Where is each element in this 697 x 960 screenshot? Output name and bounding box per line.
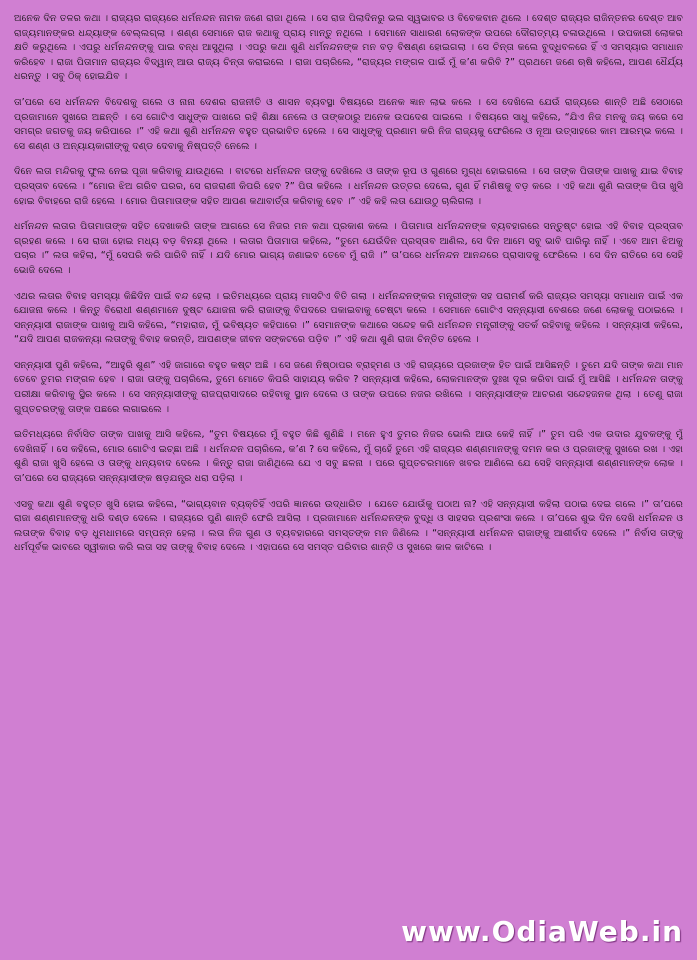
story-text xyxy=(14,12,683,912)
story-paragraph: ଅନେକ ଦିନ ତଳର କଥା । ରାଜ୍ୟର ରାଜ୍ୟରେ ଧର୍ମନନ୍ଦନ ନାମକ ଜଣେ ରାଜା ଥିଲେ । ସେ ରାଜ ପିଲାଦିନରୁ ଭଲ ସ୍ୱଭାବର ଓ ବିବେକବାନ ଥିଲେ । ଦେଶ୍ତ ରାଜ୍ୟର ରାଜିନ୍ତନର ଦେଶ୍ତ ଆବ ରାଜ୍ୟମାନଙ୍କର ଧନ୍ଦ୍ୟାଙ୍କ ବେଲ୍ଲଗ୍ଲା । ଶଣ୍ଣ ସେମାନେ ରାଜ କଥାକୁ ପ୍ରାୟ ମାନ୍ତୁ ନଥିଲେ । ସେମାନେ ସାଧାରଣ ଲୋକଙ୍କ ଉପରେ ଦୌରାତ୍ମ୍ୟ ଚଳାଉଥିଲେ । ଉପକାରୀ ଲୋକର କ୍ଷତି କରୁଥିଲେ । ଏପରୁ ଧର୍ମନନ୍ଦନଙ୍କୁ ପାଇ ବନ୍ଧ ଆସୁଥିଲା । ଏପରୁ କଥା ଶୁଣି ଧର୍ମନନ୍ଦନଙ୍କ ମନ ବଡ଼ ବିଷଣ୍ଣ ହୋଇଗଲା । ସେ ଚିନ୍ତା କଲେ ବୁଦ୍ଧିବଳରେ ହିଁ ଏ ସମସ୍ୟାର ସମାଧାନ କରିହେବ । ରାଜା ପିତାମାନ ରାଜ୍ୟର ବିଦ୍ୱାନ୍ ଆଉ ରାଜ୍ୟ ଚିନ୍ତା କରାଇଲେ । ରାଜା ପଚାରିଲେ, “ରାଜ୍ୟର ମଙ୍ଗଳ ପାଇଁ ମୁଁ କ’ଣ କରିବି ?” ପ୍ରଥମେ ଜଣେ ଋଷି କହିଲେ, ଆପଣ ଧୈର୍ଯ୍ୟ ଧରନ୍ତୁ । ସବୁ ଠିକ୍ ହୋଇଯିବ । xyxy=(14,13,683,83)
story-paragraph: ତା’ପରେ ସେ ଧର୍ମନନ୍ଦନ ବିଦେଶକୁ ଗଲେ ଓ ନାନା ଦେଶର ରାଜନୀତି ଓ ଶାସନ ବ୍ୟବସ୍ଥା ବିଷୟରେ ଅନେକ ଜ୍ଞାନ ଲାଭ କଲେ । ସେ ଦେଖିଲେ ଯେଉଁ ରାଜ୍ୟରେ ଶାନ୍ତି ଅଛି ସେଠାରେ ପ୍ରଜାମାନେ ସୁଖରେ ଅଛନ୍ତି । ସେ ଗୋଟିଏ ସାଧୁଙ୍କ ପାଖରେ ରହି ଶିକ୍ଷା ନେଲେ ଓ ତାଙ୍କଠାରୁ ଅନେକ ଉପଦେଶ ପାଇଲେ । ବିଷୟରେ ସାଧୁ କହିଲେ, “ଯିଏ ନିଜ ମନକୁ ଜୟ କରେ ସେ ସମଗ୍ର ଜଗତକୁ ଜୟ କରିପାରେ ।” ଏହି କଥା ଶୁଣି ଧର୍ମନନ୍ଦନ ବହୁତ ପ୍ରଭାବିତ ହେଲେ । ସେ ସାଧୁଙ୍କୁ ପ୍ରଣାମ କରି ନିଜ ରାଜ୍ୟକୁ ଫେରିଲେ ଓ ନୂଆ ଉତ୍ସାହରେ କାମ ଆରମ୍ଭ କଲେ । ସେ ଶଣ୍ଣ ଓ ଅନ୍ୟାୟକାରୀଙ୍କୁ ଦଣ୍ଡ ଦେବାକୁ ନିଷ୍ପତ୍ତି ନେଲେ । xyxy=(14,96,683,152)
story-paragraph: ସନ୍ନ୍ୟାସୀ ପୁଣି କହିଲେ, “ଆହୁରି ଶୁଣ” ଏହି ଜାଗାରେ ବହୁତ କଷ୍ଟ ଅଛି । ସେ ଜଣେ ନିଷ୍ଠାପର ବ୍ରାହ୍ମଣ ଓ ଏହି ରାଜ୍ୟରେ ପ୍ରଜାଙ୍କ ହିତ ପାଇଁ ଆସିଛନ୍ତି । ତୁମେ ଯଦି ତାଙ୍କ କଥା ମାନ ତେବେ ତୁମର ମଙ୍ଗଳ ହେବ । ରାଜା ତାଙ୍କୁ ପଚାରିଲେ, ତୁମେ ମୋତେ କିପରି ସାହାଯ୍ୟ କରିବ ? ସନ୍ନ୍ୟାସୀ କହିଲେ, ଲୋକମାନଙ୍କ ଦୁଃଖ ଦୂର କରିବା ପାଇଁ ମୁଁ ଆସିଛି । ଧର୍ମନନ୍ଦନ ତାଙ୍କୁ ପରୀକ୍ଷା କରିବାକୁ ସ୍ଥିର କଲେ । ସେ ସନ୍ନ୍ୟାସୀଙ୍କୁ ରାଜପ୍ରାସାଦରେ ରହିବାକୁ ସ୍ଥାନ ଦେଲେ ଓ ତାଙ୍କ ଉପରେ ନଜର ରଖିଲେ । ସନ୍ନ୍ୟାସୀଙ୍କ ଆଚରଣ ସନ୍ଦେହଜନକ ଥିଲା । ତେଣୁ ରାଜା ଗୁପ୍ତଚରଙ୍କୁ ତାଙ୍କ ପଛରେ ଲଗାଇଲେ । xyxy=(14,359,683,415)
story-paragraph: ଏସବୁ କଥା ଶୁଣି ବହୁତ୍ତ ଖୁସି ହୋଇ କହିଲେ, “ଭାଗ୍ୟବାନ ବ୍ୟକ୍ତିହିଁ ଏପରି ଜ୍ଞାନରେ ଉଦ୍ଧାରିତ । ଯେତେ ଯୋଉଁକୁ ପଠାଅ ନା? ଏହି ସନ୍ନ୍ୟାସୀ କହିଲା ପଠାଇ ଦେଇ ଗଲେ ।” ତା’ପରେ ରାଜା ଶଣ୍ଣମାନଙ୍କୁ ଧରି ଦଣ୍ଡ ଦେଲେ । ରାଜ୍ୟରେ ପୁଣି ଶାନ୍ତି ଫେରି ଆସିଲା । ପ୍ରଜାମାନେ ଧର୍ମନନ୍ଦନଙ୍କ ବୁଦ୍ଧି ଓ ସାହସର ପ୍ରଶଂସା କଲେ । ତା’ପରେ ଶୁଭ ଦିନ ଦେଖି ଧର୍ମନନ୍ଦନ ଓ ଲତାଙ୍କ ବିବାହ ବଡ଼ ଧୁମଧାମରେ ସମ୍ପନ୍ନ ହେଲା । ଲତା ନିଜ ଗୁଣ ଓ ବ୍ୟବହାରରେ ସମସ୍ତଙ୍କ ମନ ଜିଣିଲେ । “ସନ୍ନ୍ୟାସୀ ଧର୍ମନନ୍ଦନ ରାଜାଙ୍କୁ ଆଶୀର୍ବାଦ ଦେଲେ ।” ନିର୍ବାସ ତାଙ୍କୁ ଧର୍ମପୂର୍ବକ ଭାବରେ ସ୍ୱୀକାର କରି ଲତା ସହ ତାଙ୍କୁ ବିବାହ ଦେଲେ । ଏହାପରେ ସେ ସମସ୍ତ ପରିବାର ଶାନ୍ତି ଓ ସୁଖରେ କାଳ କାଟିଲେ । xyxy=(14,498,683,554)
story-paragraph: ଇତିମଧ୍ୟରେ ନିର୍ବାସିତ ତାଙ୍କ ପାଖକୁ ଆସି କହିଲେ, “ତୁମ ବିଷୟରେ ମୁଁ ବହୁତ କିଛି ଶୁଣିଛି । ମନେ ହୁଏ ତୁମର ନିଜର ଭୋଲି ଆଉ କେହି ନାହିଁ ।” ତୁମ ପରି ଏକ ଉଦାର ଯୁବକଙ୍କୁ ମୁଁ ଦେଖିନାହିଁ । ସେ କହିଲେ, ମୋର ଗୋଟିଏ ଇଚ୍ଛା ଅଛି । ଧର୍ମନନ୍ଦନ ପଚାରିଲେ, କ’ଣ ? ସେ କହିଲେ, ମୁଁ ଚାହେଁ ତୁମେ ଏହି ରାଜ୍ୟର ଶଣ୍ଣମାନଙ୍କୁ ଦମନ କର ଓ ପ୍ରଜାଙ୍କୁ ସୁଖରେ ରଖ । ଏହା ଶୁଣି ରାଜା ଖୁସି ହେଲେ ଓ ତାଙ୍କୁ ଧନ୍ୟବାଦ ଦେଲେ । କିନ୍ତୁ ରାଜା ଜାଣିଥିଲେ ଯେ ଏ ସବୁ ଛଳନା । ପରେ ଗୁପ୍ତଚରମାନେ ଖବର ଆଣିଲେ ଯେ ସେହି ସନ୍ନ୍ୟାସୀ ଶଣ୍ଣମାନଙ୍କ ଲୋକ । ତା’ପରେ ସେ ରାଜ୍ୟରେ ସନ୍ନ୍ୟାସୀଙ୍କ ଷଡ଼ଯନ୍ତ୍ର ଧରା ପଡ଼ିଲା । xyxy=(14,429,683,485)
story-paragraph: ଦିନେ ଲତା ମନ୍ଦିରକୁ ଫୁଲ ନେଇ ପୂଜା କରିବାକୁ ଯାଉଥିଲେ । ବାଟରେ ଧର୍ମନନ୍ଦନ ତାଙ୍କୁ ଦେଖିଲେ ଓ ତାଙ୍କ ରୂପ ଓ ଗୁଣରେ ମୁଗ୍ଧ ହୋଇଗଲେ । ସେ ତାଙ୍କ ପିତାଙ୍କ ପାଖକୁ ଯାଇ ବିବାହ ପ୍ରସ୍ତାବ ଦେଲେ । “ମୋର ଝିଅ ଗରିବ ଘରର, ସେ ରାଜରାଣୀ କିପରି ହେବ ?” ପିତା କହିଲେ । ଧର୍ମନନ୍ଦନ ଉତ୍ତର ଦେଲେ, ଗୁଣ ହିଁ ମଣିଷକୁ ବଡ଼ କରେ । ଏହି କଥା ଶୁଣି ଲତାଙ୍କ ପିତା ଖୁସି ହୋଇ ବିବାହରେ ରାଜି ହେଲେ । ମୋର ପିତାମାତାଙ୍କ ସହିତ ଆପଣ କଥାବାର୍ତ୍ତା କରିବାକୁ ହେବ ।” ଏହି କହି ଲତା ଯୋଉଠୁ ଚାଲିଗଲା । xyxy=(14,166,683,207)
site-watermark: www.OdiaWeb.in xyxy=(401,915,683,948)
story-paragraph: ଏଥର ଲତାର ବିବାହ ସମସ୍ୟା କିଛିଦିନ ପାଇଁ ବନ୍ଦ ହେଲା । ଇତିମଧ୍ୟରେ ପ୍ରାୟ ମାସଟିଏ ବିତି ଗଲା । ଧର୍ମନନ୍ଦନଙ୍କର ମନ୍ତ୍ରୀଙ୍କ ସହ ପରାମର୍ଶ କରି ରାଜ୍ୟର ସମସ୍ୟା ସମାଧାନ ପାଇଁ ଏକ ଯୋଜନା କଲେ । କିନ୍ତୁ ବିରୋଧୀ ଶଣ୍ଣମାନେ ଦୁଷ୍ଟ ଯୋଜନା କରି ରାଜାଙ୍କୁ ବିପଦରେ ପକାଇବାକୁ ଚେଷ୍ଟା କଲେ । ସେମାନେ ଗୋଟିଏ ସନ୍ନ୍ୟାସୀ ବେଶରେ ଜଣେ ଲୋକକୁ ପଠାଇଲେ । ସନ୍ନ୍ୟାସୀ ରାଜାଙ୍କ ପାଖକୁ ଆସି କହିଲେ, “ମହାରାଜ, ମୁଁ ଭବିଷ୍ୟତ କହିପାରେ ।” ସେମାନଙ୍କ କଥାରେ ସନ୍ଦେହ କରି ଧର୍ମନନ୍ଦନ ମନ୍ତ୍ରୀଙ୍କୁ ସତର୍କ ରହିବାକୁ କହିଲେ । ସନ୍ନ୍ୟାସୀ କହିଲେ, “ଯଦି ଆପଣ ରାଜକନ୍ୟା ଲତାଙ୍କୁ ବିବାହ କରନ୍ତି, ଆପଣଙ୍କ ଜୀବନ ସଙ୍କଟରେ ପଡ଼ିବ ।” ଏହି କଥା ଶୁଣି ରାଜା ଚିନ୍ତିତ ହେଲେ । xyxy=(14,290,683,346)
story-paragraph: ଧର୍ମନନ୍ଦନ ଲତାର ପିତାମାତାଙ୍କ ସହିତ ଦେଖାକରି ତାଙ୍କ ଆଗରେ ସେ ନିଜର ମନ କଥା ପ୍ରକାଶ କଲେ । ପିତାମାତା ଧର୍ମନନ୍ଦନଙ୍କ ବ୍ୟବହାରରେ ସନ୍ତୁଷ୍ଟ ହୋଇ ଏହି ବିବାହ ପ୍ରସ୍ତାବ ଗ୍ରହଣ କଲେ । ସେ ରାଜା ହୋଇ ମଧ୍ୟ ବଡ଼ ବିନୟୀ ଥିଲେ । ଲତାର ପିତାମାତା କହିଲେ, “ତୁମେ ଯେଉଁଦିନ ପ୍ରସ୍ତାବ ଆଣିଲ, ସେ ଦିନ ଆମେ ସବୁ ଭାବି ପାରିଲୁ ନାହିଁ । ଏବେ ଆମ ଝିଅକୁ ପଚାର ।” ଲତା କହିଲା, “ମୁଁ ସେପରି କରି ପାରିବି ନାହିଁ । ଯଦି ମୋର ଭାଗ୍ୟ ଜଣାଇବ ତେବେ ମୁଁ ରାଜି ।” ତା’ପରେ ଧର୍ମନନ୍ଦନ ଆନନ୍ଦରେ ପ୍ରାସାଦକୁ ଫେରିଲେ । ସେ ଦିନ ରାତିରେ ସେ ସେହି ଭୋଜି ଦେଲେ । xyxy=(14,221,683,276)
